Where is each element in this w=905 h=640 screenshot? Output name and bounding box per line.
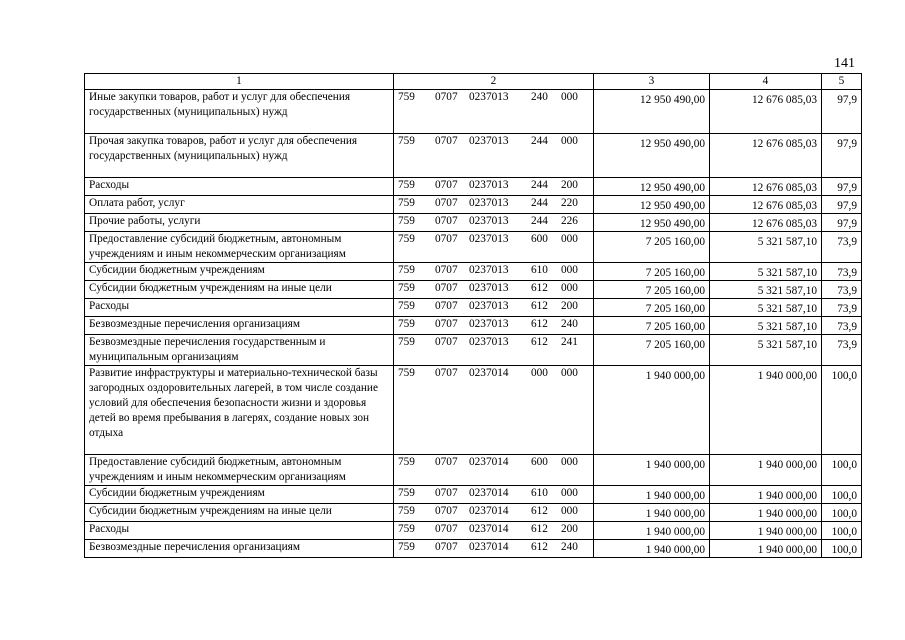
header-row — [85, 74, 862, 90]
actual-amount-cell — [710, 455, 822, 486]
table-row — [85, 196, 862, 214]
table-row — [85, 281, 862, 299]
execution-percent-cell — [822, 196, 862, 214]
execution-percent: 100,0 — [831, 370, 857, 382]
actual-amount-cell — [710, 196, 822, 214]
kosgu-code: 240 — [561, 318, 578, 330]
section-code: 0707 — [435, 91, 458, 103]
expense-name: Безвозмездные перечисления организациям — [85, 540, 394, 558]
actual-amount-cell — [710, 263, 822, 281]
actual-amount-cell — [710, 214, 822, 232]
actual-amount: 1 940 000,00 — [757, 370, 817, 382]
expense-type-code: 244 — [531, 197, 548, 209]
planned-amount: 12 950 490,00 — [640, 200, 705, 212]
department-code: 759 — [398, 233, 415, 245]
planned-amount-cell — [594, 232, 710, 263]
execution-percent-cell — [822, 214, 862, 232]
table-row — [85, 317, 862, 335]
kosgu-code: 220 — [561, 197, 578, 209]
planned-amount: 12 950 490,00 — [640, 94, 705, 106]
planned-amount: 7 205 160,00 — [645, 267, 705, 279]
expense-type-code: 612 — [531, 505, 548, 517]
expense-name: Расходы — [85, 178, 394, 196]
actual-amount: 1 940 000,00 — [757, 544, 817, 556]
department-code: 759 — [398, 336, 415, 348]
budget-code — [394, 366, 594, 455]
department-code: 759 — [398, 264, 415, 276]
budget-code — [394, 335, 594, 366]
execution-percent: 97,9 — [837, 200, 857, 212]
execution-percent: 73,9 — [837, 285, 857, 297]
section-code: 0707 — [435, 215, 458, 227]
budget-table — [84, 73, 862, 558]
budget-code — [394, 178, 594, 196]
target-article-code: 0237013 — [469, 318, 509, 330]
budget-code — [394, 196, 594, 214]
target-article-code: 0237014 — [469, 523, 509, 535]
table-row — [85, 522, 862, 540]
execution-percent-cell — [822, 366, 862, 455]
header-col-5: 5 — [822, 74, 862, 90]
budget-code — [394, 134, 594, 178]
actual-amount: 1 940 000,00 — [757, 490, 817, 502]
planned-amount-cell — [594, 281, 710, 299]
planned-amount-cell — [594, 486, 710, 504]
actual-amount: 12 676 085,03 — [752, 94, 817, 106]
kosgu-code: 000 — [561, 456, 578, 468]
kosgu-code: 241 — [561, 336, 578, 348]
budget-code — [394, 299, 594, 317]
table-row — [85, 504, 862, 522]
actual-amount: 5 321 587,10 — [757, 236, 817, 248]
planned-amount: 1 940 000,00 — [645, 370, 705, 382]
expense-type-code: 240 — [531, 91, 548, 103]
header-col-1: 1 — [85, 74, 394, 90]
expense-type-code: 612 — [531, 336, 548, 348]
planned-amount-cell — [594, 214, 710, 232]
target-article-code: 0237013 — [469, 91, 509, 103]
execution-percent-cell — [822, 317, 862, 335]
planned-amount-cell — [594, 455, 710, 486]
budget-code — [394, 504, 594, 522]
page-number: 141 — [834, 56, 855, 71]
actual-amount-cell — [710, 134, 822, 178]
execution-percent-cell — [822, 522, 862, 540]
actual-amount-cell — [710, 317, 822, 335]
section-code: 0707 — [435, 523, 458, 535]
table-row — [85, 178, 862, 196]
actual-amount-cell — [710, 522, 822, 540]
planned-amount-cell — [594, 522, 710, 540]
department-code: 759 — [398, 505, 415, 517]
budget-code — [394, 214, 594, 232]
execution-percent: 97,9 — [837, 218, 857, 230]
header-col-3: 3 — [594, 74, 710, 90]
target-article-code: 0237013 — [469, 233, 509, 245]
section-code: 0707 — [435, 318, 458, 330]
actual-amount: 12 676 085,03 — [752, 182, 817, 194]
expense-name: Безвозмездные перечисления государственным и муниципальным организациям — [85, 335, 394, 366]
planned-amount: 7 205 160,00 — [645, 285, 705, 297]
expense-name: Расходы — [85, 522, 394, 540]
expense-name: Субсидии бюджетным учреждениям — [85, 486, 394, 504]
planned-amount: 1 940 000,00 — [645, 490, 705, 502]
planned-amount: 7 205 160,00 — [645, 303, 705, 315]
target-article-code: 0237013 — [469, 215, 509, 227]
expense-name: Иные закупки товаров, работ и услуг для обеспечения государственных (муниципальных) нужд — [85, 90, 394, 134]
expense-type-code: 244 — [531, 135, 548, 147]
actual-amount: 5 321 587,10 — [757, 321, 817, 333]
execution-percent-cell — [822, 486, 862, 504]
header-col-2: 2 — [394, 74, 594, 90]
budget-code — [394, 90, 594, 134]
execution-percent: 100,0 — [831, 526, 857, 538]
execution-percent-cell — [822, 299, 862, 317]
execution-percent: 97,9 — [837, 94, 857, 106]
expense-name: Прочие работы, услуги — [85, 214, 394, 232]
section-code: 0707 — [435, 541, 458, 553]
actual-amount-cell — [710, 486, 822, 504]
planned-amount-cell — [594, 317, 710, 335]
table-row — [85, 455, 862, 486]
table-row — [85, 214, 862, 232]
expense-type-code: 610 — [531, 487, 548, 499]
kosgu-code: 000 — [561, 367, 578, 379]
kosgu-code: 200 — [561, 179, 578, 191]
target-article-code: 0237014 — [469, 487, 509, 499]
actual-amount-cell — [710, 299, 822, 317]
actual-amount-cell — [710, 366, 822, 455]
expense-name: Предоставление субсидий бюджетным, автономным учреждениям и иным некоммерческим организациям — [85, 232, 394, 263]
expense-type-code: 612 — [531, 282, 548, 294]
expense-type-code: 244 — [531, 215, 548, 227]
kosgu-code: 000 — [561, 264, 578, 276]
section-code: 0707 — [435, 233, 458, 245]
planned-amount: 1 940 000,00 — [645, 526, 705, 538]
section-code: 0707 — [435, 336, 458, 348]
expense-name: Оплата работ, услуг — [85, 196, 394, 214]
actual-amount-cell — [710, 281, 822, 299]
expense-name: Субсидии бюджетным учреждениям на иные цели — [85, 281, 394, 299]
department-code: 759 — [398, 135, 415, 147]
actual-amount: 12 676 085,03 — [752, 218, 817, 230]
planned-amount: 7 205 160,00 — [645, 339, 705, 351]
expense-type-code: 612 — [531, 523, 548, 535]
planned-amount-cell — [594, 90, 710, 134]
expense-name: Расходы — [85, 299, 394, 317]
execution-percent: 73,9 — [837, 321, 857, 333]
department-code: 759 — [398, 197, 415, 209]
kosgu-code: 000 — [561, 487, 578, 499]
expense-type-code: 610 — [531, 264, 548, 276]
expense-type-code: 612 — [531, 300, 548, 312]
planned-amount-cell — [594, 504, 710, 522]
budget-code — [394, 281, 594, 299]
target-article-code: 0237013 — [469, 282, 509, 294]
execution-percent: 73,9 — [837, 236, 857, 248]
budget-code — [394, 317, 594, 335]
execution-percent-cell — [822, 281, 862, 299]
target-article-code: 0237013 — [469, 135, 509, 147]
target-article-code: 0237014 — [469, 505, 509, 517]
execution-percent-cell — [822, 134, 862, 178]
execution-percent: 100,0 — [831, 459, 857, 471]
actual-amount: 1 940 000,00 — [757, 526, 817, 538]
execution-percent: 100,0 — [831, 490, 857, 502]
department-code: 759 — [398, 282, 415, 294]
target-article-code: 0237013 — [469, 179, 509, 191]
target-article-code: 0237013 — [469, 264, 509, 276]
department-code: 759 — [398, 456, 415, 468]
department-code: 759 — [398, 300, 415, 312]
department-code: 759 — [398, 215, 415, 227]
execution-percent: 100,0 — [831, 544, 857, 556]
expense-type-code: 612 — [531, 318, 548, 330]
expense-name: Субсидии бюджетным учреждениям — [85, 263, 394, 281]
execution-percent: 73,9 — [837, 339, 857, 351]
execution-percent-cell — [822, 540, 862, 558]
actual-amount: 1 940 000,00 — [757, 459, 817, 471]
section-code: 0707 — [435, 197, 458, 209]
section-code: 0707 — [435, 505, 458, 517]
actual-amount: 5 321 587,10 — [757, 285, 817, 297]
execution-percent: 73,9 — [837, 303, 857, 315]
execution-percent-cell — [822, 232, 862, 263]
actual-amount-cell — [710, 335, 822, 366]
expense-name: Развитие инфраструктуры и материально-технической базы загородных оздоровительных лагерей, в том числе создание условий для обеспечения безопасности жизни и здоровья детей во время пребывания в лагерях, создание новых зон отдыха — [85, 366, 394, 455]
execution-percent-cell — [822, 504, 862, 522]
actual-amount-cell — [710, 178, 822, 196]
section-code: 0707 — [435, 487, 458, 499]
planned-amount: 1 940 000,00 — [645, 459, 705, 471]
planned-amount-cell — [594, 196, 710, 214]
actual-amount-cell — [710, 90, 822, 134]
table-row — [85, 134, 862, 178]
actual-amount: 1 940 000,00 — [757, 508, 817, 520]
planned-amount: 12 950 490,00 — [640, 138, 705, 150]
actual-amount: 5 321 587,10 — [757, 303, 817, 315]
planned-amount: 12 950 490,00 — [640, 182, 705, 194]
table-row — [85, 366, 862, 455]
kosgu-code: 000 — [561, 91, 578, 103]
table-row — [85, 263, 862, 281]
expense-name: Субсидии бюджетным учреждениям на иные цели — [85, 504, 394, 522]
section-code: 0707 — [435, 282, 458, 294]
target-article-code: 0237013 — [469, 197, 509, 209]
planned-amount: 7 205 160,00 — [645, 236, 705, 248]
execution-percent: 97,9 — [837, 182, 857, 194]
actual-amount: 12 676 085,03 — [752, 200, 817, 212]
expense-name: Безвозмездные перечисления организациям — [85, 317, 394, 335]
expense-type-code: 000 — [531, 367, 548, 379]
planned-amount-cell — [594, 540, 710, 558]
budget-code — [394, 263, 594, 281]
kosgu-code: 240 — [561, 541, 578, 553]
target-article-code: 0237014 — [469, 367, 509, 379]
expense-type-code: 244 — [531, 179, 548, 191]
table-row — [85, 335, 862, 366]
execution-percent-cell — [822, 335, 862, 366]
section-code: 0707 — [435, 264, 458, 276]
actual-amount: 5 321 587,10 — [757, 339, 817, 351]
planned-amount-cell — [594, 299, 710, 317]
actual-amount: 5 321 587,10 — [757, 267, 817, 279]
expense-type-code: 600 — [531, 456, 548, 468]
table-row — [85, 90, 862, 134]
department-code: 759 — [398, 367, 415, 379]
planned-amount: 7 205 160,00 — [645, 321, 705, 333]
expense-name: Предоставление субсидий бюджетным, автономным учреждениям и иным некоммерческим организациям — [85, 455, 394, 486]
department-code: 759 — [398, 318, 415, 330]
table-row — [85, 232, 862, 263]
target-article-code: 0237013 — [469, 336, 509, 348]
table-row — [85, 540, 862, 558]
planned-amount-cell — [594, 134, 710, 178]
department-code: 759 — [398, 541, 415, 553]
kosgu-code: 000 — [561, 505, 578, 517]
planned-amount: 1 940 000,00 — [645, 544, 705, 556]
target-article-code: 0237014 — [469, 456, 509, 468]
kosgu-code: 000 — [561, 135, 578, 147]
execution-percent: 73,9 — [837, 267, 857, 279]
department-code: 759 — [398, 487, 415, 499]
section-code: 0707 — [435, 300, 458, 312]
execution-percent-cell — [822, 178, 862, 196]
actual-amount-cell — [710, 504, 822, 522]
table-row — [85, 299, 862, 317]
expense-type-code: 600 — [531, 233, 548, 245]
planned-amount-cell — [594, 263, 710, 281]
expense-name: Прочая закупка товаров, работ и услуг для обеспечения государственных (муниципальных) нужд — [85, 134, 394, 178]
budget-code — [394, 232, 594, 263]
kosgu-code: 226 — [561, 215, 578, 227]
planned-amount-cell — [594, 335, 710, 366]
kosgu-code: 000 — [561, 282, 578, 294]
execution-percent-cell — [822, 90, 862, 134]
target-article-code: 0237013 — [469, 300, 509, 312]
kosgu-code: 200 — [561, 300, 578, 312]
table-row — [85, 486, 862, 504]
planned-amount: 12 950 490,00 — [640, 218, 705, 230]
budget-code — [394, 522, 594, 540]
execution-percent: 97,9 — [837, 138, 857, 150]
kosgu-code: 000 — [561, 233, 578, 245]
actual-amount: 12 676 085,03 — [752, 138, 817, 150]
kosgu-code: 200 — [561, 523, 578, 535]
target-article-code: 0237014 — [469, 541, 509, 553]
section-code: 0707 — [435, 456, 458, 468]
section-code: 0707 — [435, 367, 458, 379]
header-col-4: 4 — [710, 74, 822, 90]
department-code: 759 — [398, 91, 415, 103]
department-code: 759 — [398, 179, 415, 191]
execution-percent-cell — [822, 263, 862, 281]
budget-code — [394, 540, 594, 558]
expense-type-code: 612 — [531, 541, 548, 553]
actual-amount-cell — [710, 232, 822, 263]
execution-percent-cell — [822, 455, 862, 486]
budget-code — [394, 455, 594, 486]
department-code: 759 — [398, 523, 415, 535]
execution-percent: 100,0 — [831, 508, 857, 520]
section-code: 0707 — [435, 135, 458, 147]
actual-amount-cell — [710, 540, 822, 558]
planned-amount-cell — [594, 366, 710, 455]
planned-amount-cell — [594, 178, 710, 196]
budget-code — [394, 486, 594, 504]
section-code: 0707 — [435, 179, 458, 191]
planned-amount: 1 940 000,00 — [645, 508, 705, 520]
